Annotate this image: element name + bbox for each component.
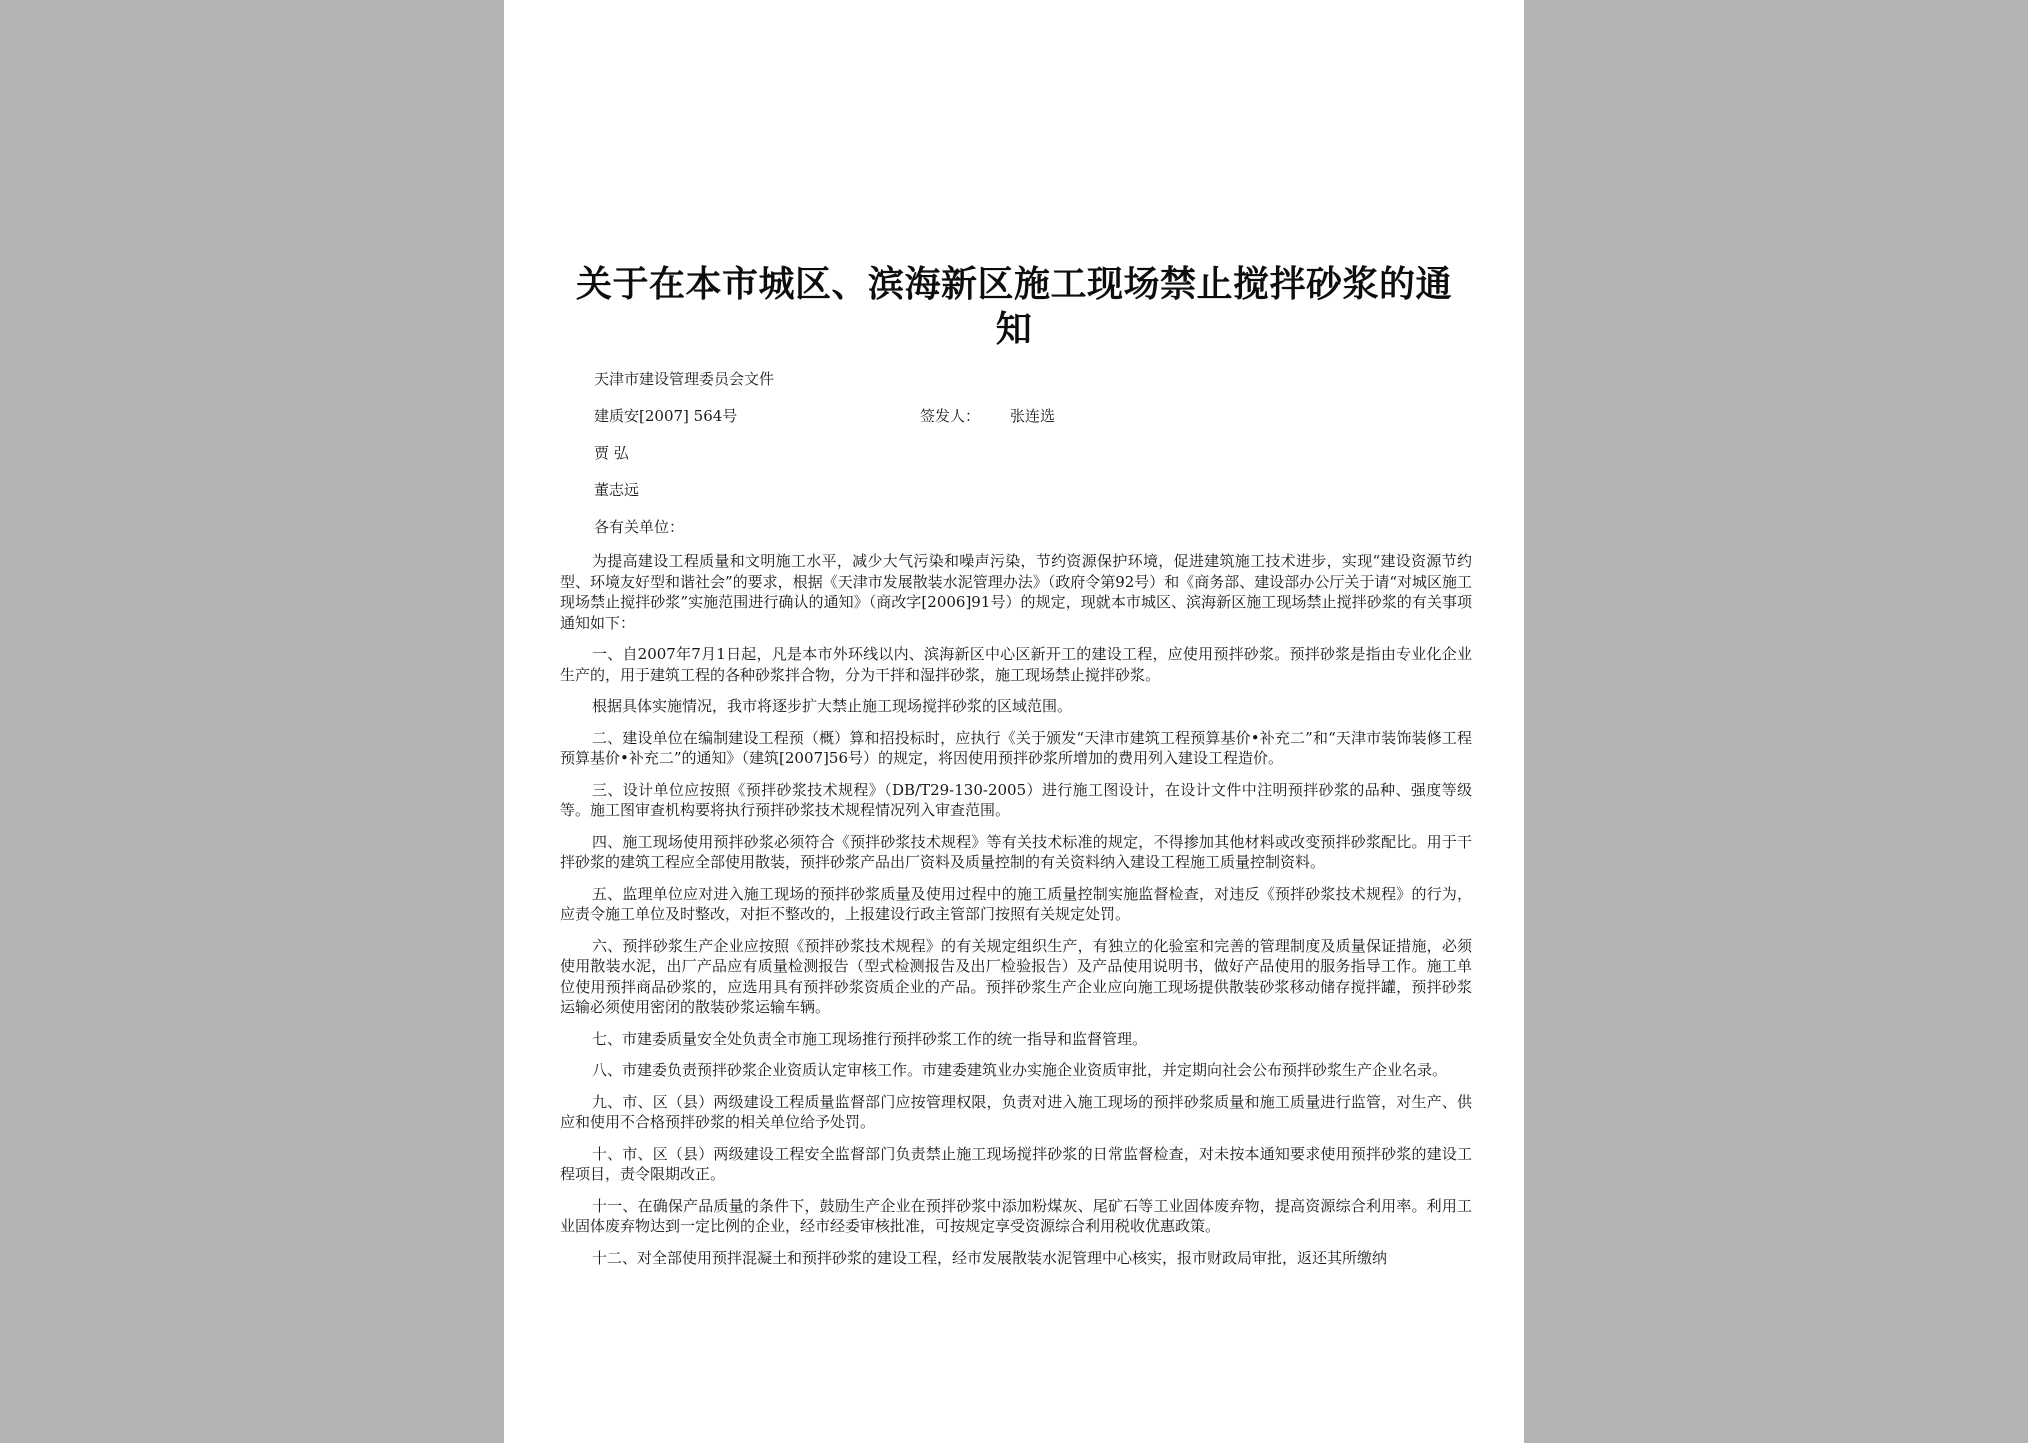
paragraph: 十二、对全部使用预拌混凝土和预拌砂浆的建设工程，经市发展散装水泥管理中心核实，报市财政局审批，返还其所缴纳 <box>592 1248 1388 1267</box>
signer-line <box>920 406 1055 426</box>
addressee: 各有关单位： <box>594 518 685 536</box>
document-number: 建质安[2007] 564号 <box>594 407 738 425</box>
paragraph: 三、设计单位应按照《预拌砂浆技术规程》（DB/T29-130-2005）进行施工图设计，在设计文件中注明预拌砂浆的品种、强度等级等。施工图审查机构要将执行预拌砂浆技术规程情况列入审查范围。 <box>560 780 1472 819</box>
paragraph: 根据具体实施情况，我市将逐步扩大禁止施工现场搅拌砂浆的区域范围。 <box>592 697 1073 715</box>
paragraph: 八、市建委负责预拌砂浆企业资质认定审核工作。市建委建筑业办实施企业资质审批，并定期向社会公布预拌砂浆生产企业名录。 <box>592 1061 1448 1079</box>
document-body <box>560 551 1472 1279</box>
paragraph: 为提高建设工程质量和文明施工水平，减少大气污染和噪声污染，节约资源保护环境，促进建筑施工技术进步，实现“建设资源节约型、环境友好型和谐社会”的要求，根据《天津市发展散装水泥管理办法》（政府令第92号）和《商务部、建设部办公厅关于请“对城区施工现场禁止搅拌砂浆”实施范围进行确认的通知》（商改字[2006]91号）的规定，现就本市城区、滨海新区施工现场禁止搅拌砂浆的有关事项通知如下： <box>560 552 1472 632</box>
paragraph: 一、自2007年7月1日起，凡是本市外环线以内、滨海新区中心区新开工的建设工程，应使用预拌砂浆。预拌砂浆是指由专业化企业生产的，用于建筑工程的各种砂浆拌合物，分为干拌和湿拌砂浆，施工现场禁止搅拌砂浆。 <box>560 645 1472 684</box>
paragraph: 十一、在确保产品质量的条件下，鼓励生产企业在预拌砂浆中添加粉煤灰、尾矿石等工业固体废弃物，提高资源综合利用率。利用工业固体废弃物达到一定比例的企业，经市经委审核批准，可按规定享受资源综合利用税收优惠政策。 <box>560 1196 1472 1235</box>
paragraph: 五、监理单位应对进入施工现场的预拌砂浆质量及使用过程中的施工质量控制实施监督检查，对违反《预拌砂浆技术规程》的行为，应责令施工单位及时整改，对拒不整改的，上报建设行政主管部门按照有关规定处罚。 <box>560 884 1472 923</box>
paragraph: 四、施工现场使用预拌砂浆必须符合《预拌砂浆技术规程》等有关技术标准的规定，不得掺加其他材料或改变预拌砂浆配比。用于干拌砂浆的建筑工程应全部使用散装，预拌砂浆产品出厂资料及质量控制的有关资料纳入建设工程施工质量控制资料。 <box>560 832 1472 871</box>
paragraph: 二、建设单位在编制建设工程预（概）算和招投标时，应执行《关于颁发“天津市建筑工程预算基价•补充二”和“天津市装饰装修工程预算基价•补充二”的通知》（建筑[2007]56号）的规定，将因使用预拌砂浆所增加的费用列入建设工程造价。 <box>560 728 1472 767</box>
signer-name: 张连选 <box>1010 407 1056 425</box>
cosigner-1: 贾 弘 <box>594 444 629 462</box>
paragraph: 七、市建委质量安全处负责全市施工现场推行预拌砂浆工作的统一指导和监督管理。 <box>592 1029 1148 1048</box>
paragraph: 六、预拌砂浆生产企业应按照《预拌砂浆技术规程》的有关规定组织生产，有独立的化验室和完善的管理制度及质量保证措施，必须使用散装水泥，出厂产品应有质量检测报告（型式检测报告及出厂检验报告）及产品使用说明书，做好产品使用的服务指导工作。施工单位使用预拌商品砂浆的，应选用具有预拌砂浆资质企业的产品。预拌砂浆生产企业应向施工现场提供散装砂浆移动储存搅拌罐，预拌砂浆运输必须使用密闭的散装砂浆运输车辆。 <box>560 936 1472 1016</box>
document-title: 关于在本市城区、滨海新区施工现场禁止搅拌砂浆的通知 <box>575 264 1452 350</box>
paragraph: 十、市、区（县）两级建设工程安全监督部门负责禁止施工现场搅拌砂浆的日常监督检查，对未按本通知要求使用预拌砂浆的建设工程项目，责令限期改正。 <box>560 1144 1472 1183</box>
issuer-line: 天津市建设管理委员会文件 <box>594 370 775 388</box>
document-page <box>504 0 1524 1443</box>
paragraph: 九、市、区（县）两级建设工程质量监督部门应按管理权限，负责对进入施工现场的预拌砂浆质量和施工质量进行监管，对生产、供应和使用不合格预拌砂浆的相关单位给予处罚。 <box>560 1092 1472 1131</box>
cosigner-2: 董志远 <box>594 481 640 499</box>
signer-label: 签发人： <box>920 407 981 425</box>
